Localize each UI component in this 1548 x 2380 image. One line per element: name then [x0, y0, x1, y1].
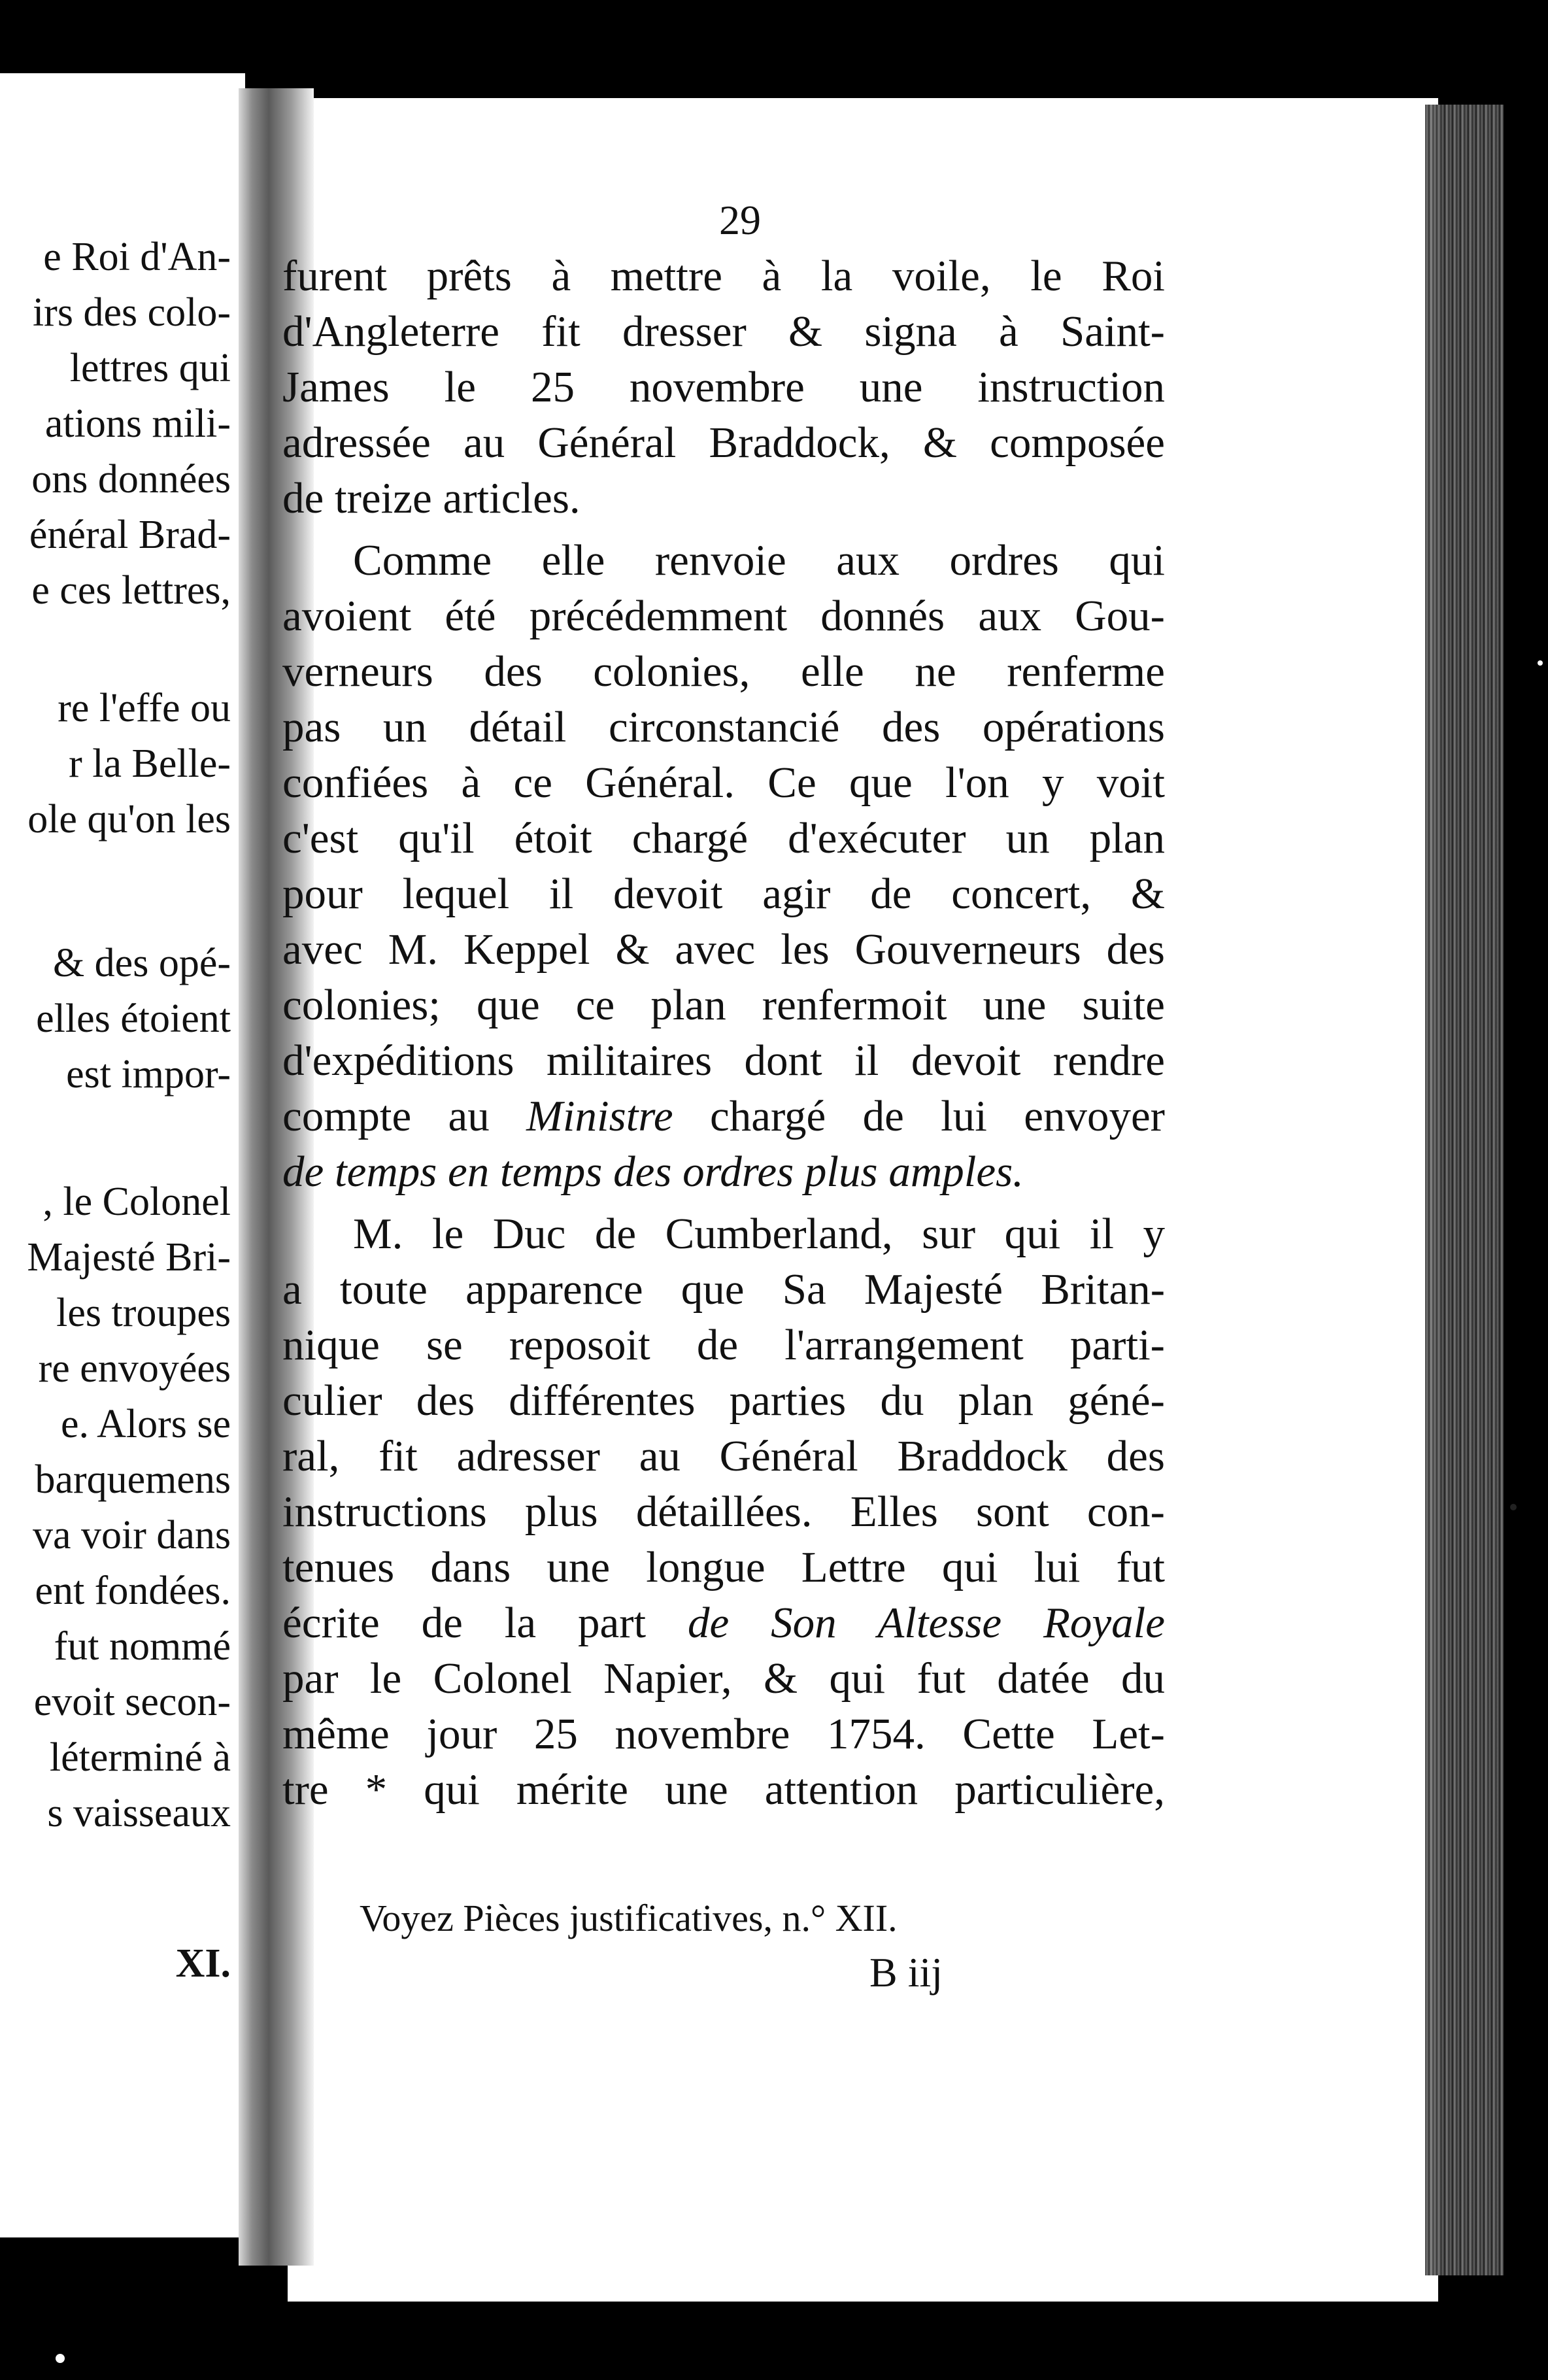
left-line: XI.	[175, 1941, 231, 1986]
text-line: d'expéditions militaires dont il devoit rendre	[282, 1036, 1165, 1085]
text-line: même jour 25 novembre 1754. Cette Let-	[282, 1710, 1165, 1758]
page-number: 29	[719, 197, 761, 243]
left-line: va voir dans	[32, 1513, 231, 1557]
body-text	[282, 248, 1165, 1818]
left-line: ent fondées.	[35, 1569, 231, 1613]
left-line: fut nommé	[54, 1624, 231, 1669]
text-line: confiées à ce Général. Ce que l'on y voit	[282, 758, 1165, 807]
text-line: compte au Ministre chargé de lui envoyer	[282, 1092, 1165, 1140]
left-line: léterminé à	[49, 1735, 231, 1780]
footnote: Voyez Pièces justificatives, n.° XII.	[360, 1897, 898, 1939]
left-line: & des opé-	[52, 941, 231, 985]
text-line: c'est qu'il étoit chargé d'exécuter un plan	[282, 814, 1165, 862]
text-line: pas un détail circonstancié des opérations	[282, 703, 1165, 751]
italic-term: de Son Altesse Royale	[688, 1599, 1165, 1647]
text-line: avoient été précédemment donnés aux Gou-	[282, 592, 1165, 640]
left-line: re envoyées	[38, 1346, 231, 1391]
text-line: pour lequel il devoit agir de concert, &	[282, 870, 1165, 918]
left-line: e Roi d'An-	[43, 235, 231, 279]
text-line: James le 25 novembre une instruction	[282, 363, 1165, 411]
text-line: nique se reposoit de l'arrangement parti-	[282, 1321, 1165, 1369]
signature-mark: B iij	[869, 1949, 943, 1996]
left-line: Majesté Bri-	[27, 1235, 231, 1280]
text-line: tre * qui mérite une attention particulière,	[282, 1765, 1165, 1814]
left-line: re l'effe ou	[58, 686, 231, 730]
left-line: barquemens	[35, 1457, 231, 1502]
left-line: lettres qui	[69, 346, 231, 390]
text-line: instructions plus détaillées. Elles sont con-	[282, 1488, 1165, 1536]
left-line: s vaisseaux	[47, 1791, 231, 1835]
left-line: elles étoient	[36, 996, 231, 1041]
left-line: ole qu'on les	[27, 797, 231, 842]
left-page-fragment	[0, 73, 245, 2237]
text-line: par le Colonel Napier, & qui fut datée du	[282, 1654, 1165, 1703]
left-line: les troupes	[56, 1291, 231, 1335]
left-line: , le Colonel	[42, 1180, 231, 1224]
left-line: énéral Brad-	[29, 513, 231, 557]
left-line: ons données	[31, 457, 231, 502]
text-line: tenues dans une longue Lettre qui lui fut	[282, 1543, 1165, 1591]
text-line: de treize articles.	[282, 474, 580, 522]
scan-speck	[1538, 660, 1543, 666]
italic-term: Ministre	[526, 1092, 673, 1140]
page-edges	[1425, 105, 1504, 2275]
left-line: irs des colo-	[32, 290, 231, 335]
text-line: ral, fit adresser au Général Braddock des	[282, 1432, 1165, 1480]
text-line: Comme elle renvoie aux ordres qui	[353, 536, 1165, 585]
text-line: verneurs des colonies, elle ne renferme	[282, 647, 1165, 696]
scan-speck	[56, 2354, 65, 2363]
text-line: adressée au Général Braddock, & composée	[282, 418, 1165, 467]
left-line: est impor-	[66, 1052, 231, 1096]
text-line: a toute apparence que Sa Majesté Britan-	[282, 1265, 1165, 1314]
left-line: r la Belle-	[69, 741, 231, 786]
left-line: e. Alors se	[60, 1402, 231, 1446]
text-line: d'Angleterre fit dresser & signa à Saint-	[282, 307, 1165, 356]
text-line: furent prêts à mettre à la voile, le Roi	[282, 252, 1165, 300]
text-line: culier des différentes parties du plan géné-	[282, 1376, 1165, 1425]
left-line: ations mili-	[44, 401, 231, 446]
left-line: evoit secon-	[33, 1680, 231, 1724]
left-line: e ces lettres,	[31, 568, 231, 613]
scan-speck	[1510, 1504, 1517, 1510]
text-line: écrite de la part de Son Altesse Royale	[282, 1599, 1165, 1647]
text-line: colonies; que ce plan renfermoit une suite	[282, 981, 1165, 1029]
text-line: M. le Duc de Cumberland, sur qui il y	[353, 1210, 1165, 1258]
text-line: de temps en temps des ordres plus amples.	[282, 1148, 1024, 1196]
text-line: avec M. Keppel & avec les Gouverneurs des	[282, 925, 1165, 974]
